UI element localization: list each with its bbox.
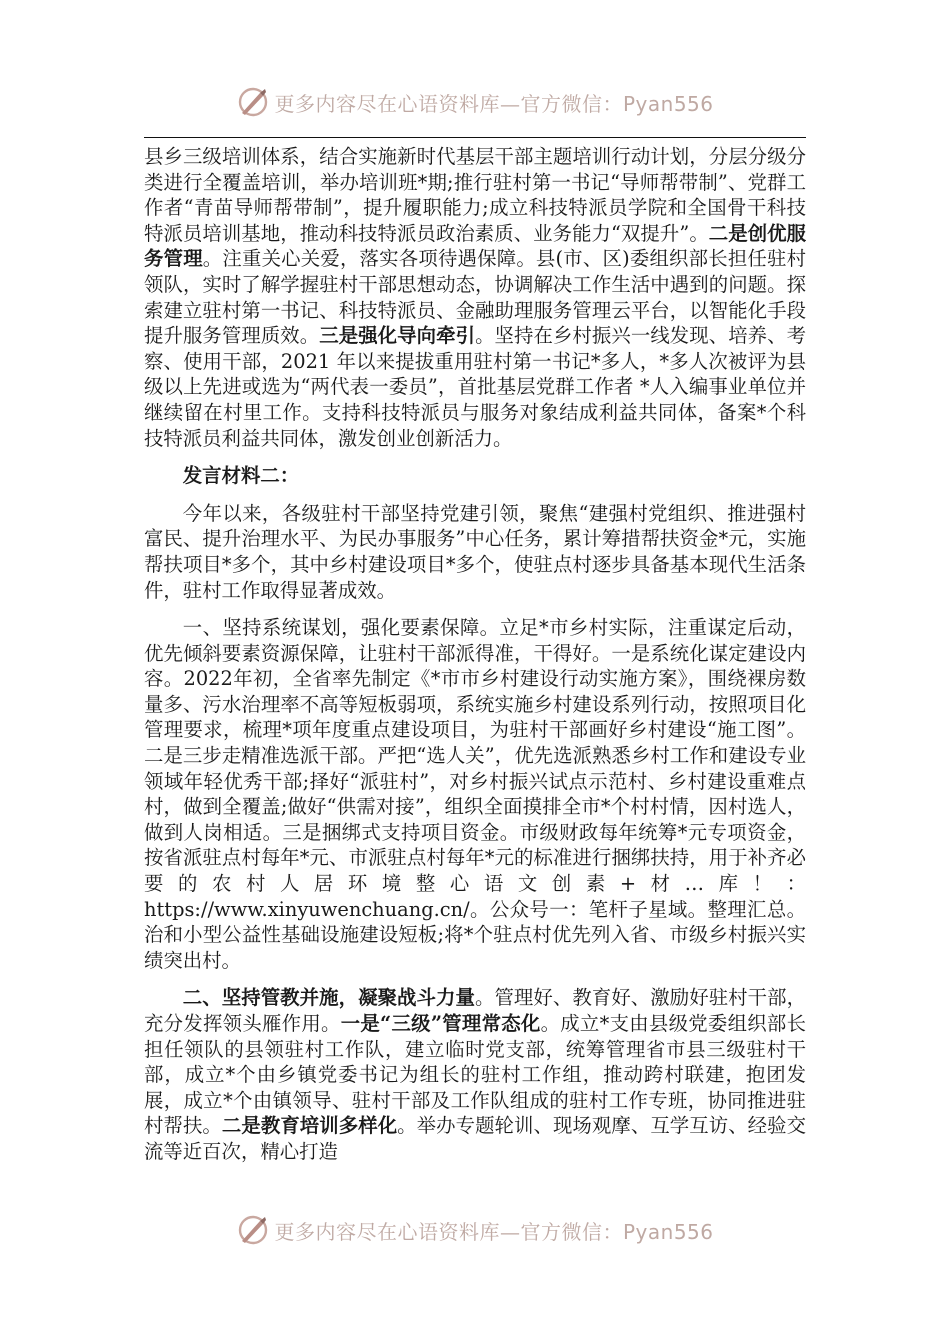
paragraph-4: 二、坚持管教并施，凝聚战斗力量。管理好、教育好、激励好驻村干部，充分发挥领头雁作用。一是“三级”管理常态化。成立*支由县级党委组织部长担任领队的县领驻村工作队，建立临时党支部，统筹管理省市县三级驻村干部，成立*个由乡镇党委书记为组长的驻村工作组，推动跨村联建，抱团发展，成立*个由镇领导、驻村干部及工作队组成的驻村工作专班，协同推进驻村帮扶。二是教育培训多样化。举办专题轮训、现场观摩、互学互访、经验交流等近百次，精心打造 xyxy=(144,986,807,1163)
section-heading-2: 发言材料二： xyxy=(182,464,300,488)
paragraph-3: 一、坚持系统谋划，强化要素保障。立足*市乡村实际，注重谋定后动，优先倾斜要素资源保障，让驻村干部派得准，干得好。一是系统化谋定建设内容。2022年初，全省率先制定《*市市乡村建设行动实施方案》，围绕裸房数量多、污水治理率不高等短板弱项，系统实施乡村建设系列行动，按照项目化管理要求，梳理*项年度重点建设项目，为驻村干部画好乡村建设“施工图”。二是三步走精准选派干部。严把“选人关”，优先选派熟悉乡村工作和建设专业领域年轻优秀干部;择好“派驻村”，对乡村振兴试点示范村、乡村建设重难点村，做到全覆盖;做好“供需对接”，组织全面摸排全市*个村村情，因村选人，做到人岗相适。三是捆绑式支持项目资金。市级财政每年统筹*元专项资金，按省派驻点村每年*元、市派驻点村每年*元的标准进行捆绑扶持，用于补齐必要的农村人居环境整心语文创素+材…库！：https://www.xinyuwenchuang.cn/。公众号一：笔杆子星域。整理汇总。治和小型公益性基础设施建设短板;将*个驻点村优先列入省、市级乡村振兴实绩突出村。 xyxy=(144,616,806,972)
document-body xyxy=(144,144,806,1165)
watermark-footer xyxy=(0,1210,950,1250)
paragraph-2: 今年以来，各级驻村干部坚持党建引领，聚焦“建强村党组织、推进强村富民、提升治理水平、为民办事服务”中心任务，累计筹措帮扶资金*元，实施帮扶项目*多个，其中乡村建设项目*多个，使驻点村逐步具备基本现代生活条件，驻村工作取得显著成效。 xyxy=(144,501,806,602)
watermark-header xyxy=(0,82,950,122)
watermark-text: 更多内容尽在心语资料库—官方微信：Pyan556 xyxy=(274,91,714,116)
pen-circle-logo-icon xyxy=(236,85,270,119)
paragraph-1: 县乡三级培训体系，结合实施新时代基层干部主题培训行动计划，分层分级分类进行全覆盖培训，举办培训班*期;推行驻村第一书记“导师帮带制”、党群工作者“青苗导师帮带制”，提升履职能力;成立科技特派员学院和全国骨干科技特派员培训基地，推动科技特派员政治素质、业务能力“双提升”。二是创优服务管理。注重关心关爱，落实各项待遇保障。县(市、区)委组织部长担任驻村领队，实时了解学握驻村干部思想动态，协调解决工作生活中遇到的问题。探索建立驻村第一书记、科技特派员、金融助理服务管理云平台，以智能化手段提升服务管理质效。三是强化导向牵引。坚持在乡村振兴一线发现、培养、考察、使用干部，2021 年以来提拔重用驻村第一书记*多人，*多人次被评为县级以上先进或选为“两代表一委员”，首批基层党群工作者 *人入编事业单位并继续留在村里工作。支持科技特派员与服务对象结成利益共同体，备案*个科技特派员利益共同体，激发创业创新活力。 xyxy=(144,145,807,450)
watermark-text: 更多内容尽在心语资料库—官方微信：Pyan556 xyxy=(274,1219,714,1244)
pen-circle-logo-icon xyxy=(236,1213,270,1247)
header-divider xyxy=(144,137,806,138)
